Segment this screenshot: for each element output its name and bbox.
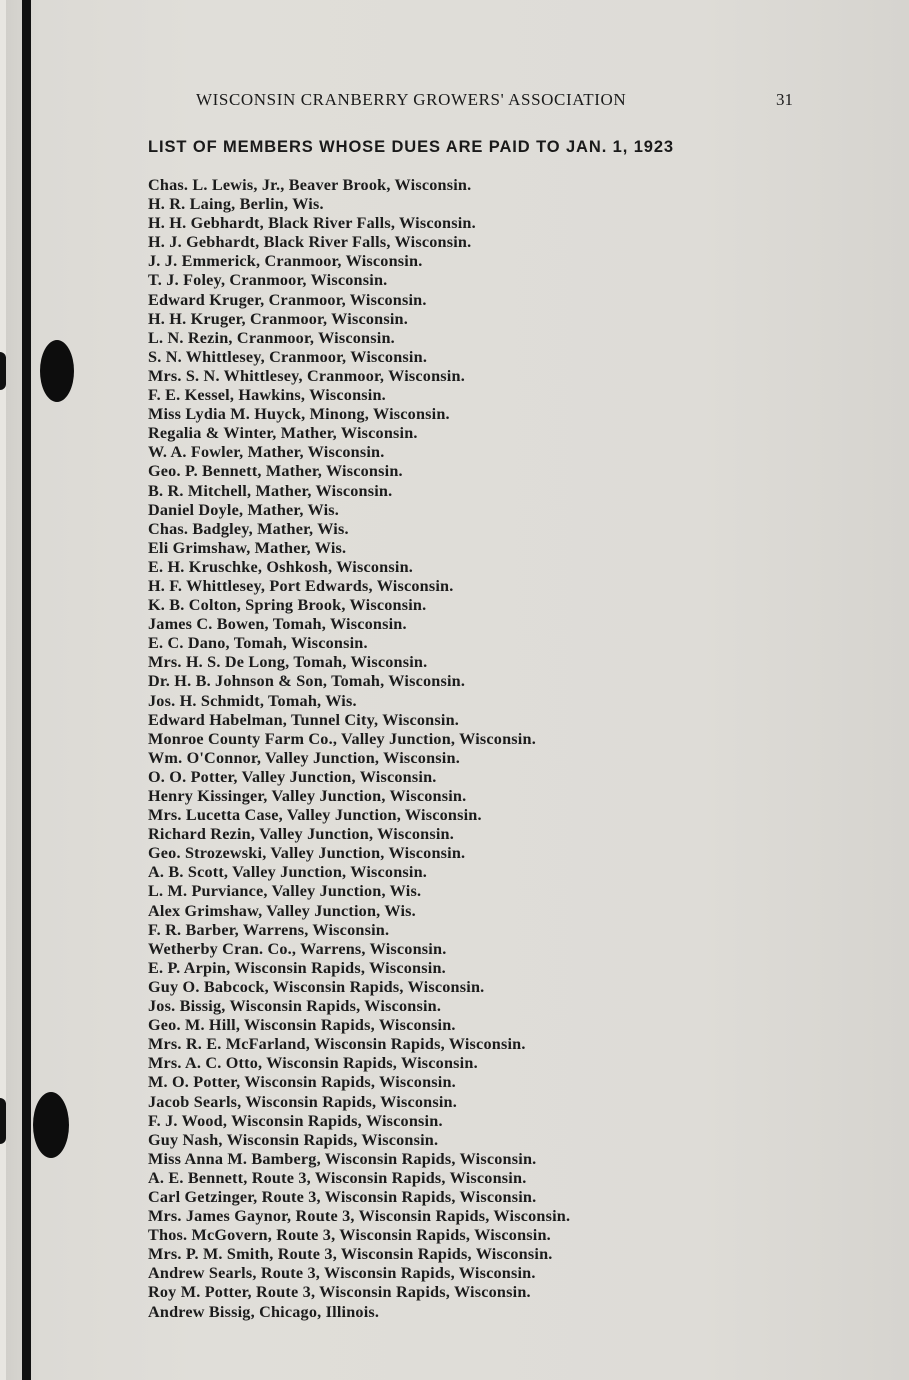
running-head: WISCONSIN CRANBERRY GROWERS' ASSOCIATION [196,90,627,109]
punch-hole-lower [33,1092,69,1158]
member-entry: Regalia & Winter, Mather, Wisconsin. [148,424,418,443]
member-entry: James C. Bowen, Tomah, Wisconsin. [148,615,407,634]
member-entry: Mrs. Lucetta Case, Valley Junction, Wisconsin. [148,806,482,825]
member-entry: Mrs. H. S. De Long, Tomah, Wisconsin. [148,653,428,672]
member-entry: B. R. Mitchell, Mather, Wisconsin. [148,481,393,500]
member-entry: Andrew Bissig, Chicago, Illinois. [148,1302,380,1321]
member-entry: Wetherby Cran. Co., Warrens, Wisconsin. [148,939,447,958]
member-entry: Mrs. P. M. Smith, Route 3, Wisconsin Rapids, Wisconsin. [148,1245,553,1264]
member-entry: Jacob Searls, Wisconsin Rapids, Wisconsin. [148,1092,458,1111]
member-entry: Alex Grimshaw, Valley Junction, Wis. [148,901,416,920]
member-entry: Eli Grimshaw, Mather, Wis. [148,538,347,557]
member-entry: A. B. Scott, Valley Junction, Wisconsin. [148,863,428,882]
member-entry: Chas. Badgley, Mather, Wis. [148,519,349,538]
member-entry: L. M. Purviance, Valley Junction, Wis. [148,882,422,901]
member-list [148,176,570,1322]
member-entry: W. A. Fowler, Mather, Wisconsin. [148,443,385,462]
member-entry: Daniel Doyle, Mather, Wis. [148,500,340,519]
member-entry: H. R. Laing, Berlin, Wis. [148,195,324,214]
member-entry: Monroe County Farm Co., Valley Junction, Wisconsin. [148,729,536,748]
member-entry: E. H. Kruschke, Oshkosh, Wisconsin. [148,557,414,576]
member-entry: F. E. Kessel, Hawkins, Wisconsin. [148,386,386,405]
binding-rule [22,0,31,1380]
member-entry: Edward Habelman, Tunnel City, Wisconsin. [148,710,460,729]
member-entry: H. H. Kruger, Cranmoor, Wisconsin. [148,309,408,328]
member-entry: Geo. P. Bennett, Mather, Wisconsin. [148,462,403,481]
member-entry: H. J. Gebhardt, Black River Falls, Wisconsin. [148,233,472,252]
member-entry: Henry Kissinger, Valley Junction, Wisconsin. [148,787,467,805]
member-entry: S. N. Whittlesey, Cranmoor, Wisconsin. [148,347,428,366]
member-entry: Geo. M. Hill, Wisconsin Rapids, Wisconsin. [148,1016,456,1035]
member-entry: Miss Lydia M. Huyck, Minong, Wisconsin. [148,405,450,424]
member-entry: Jos. H. Schmidt, Tomah, Wis. [148,691,357,710]
member-entry: M. O. Potter, Wisconsin Rapids, Wisconsin. [148,1073,456,1092]
member-entry: Mrs. R. E. McFarland, Wisconsin Rapids, Wisconsin. [148,1035,526,1054]
member-entry: Chas. L. Lewis, Jr., Beaver Brook, Wisconsin. [148,176,472,194]
punch-hole-edge-upper [0,352,6,390]
member-entry: Jos. Bissig, Wisconsin Rapids, Wisconsin. [148,997,442,1016]
member-entry: Wm. O'Connor, Valley Junction, Wisconsin. [148,748,460,767]
member-entry: Dr. H. B. Johnson & Son, Tomah, Wisconsin. [148,672,466,691]
member-entry: K. B. Colton, Spring Brook, Wisconsin. [148,596,427,615]
member-entry: Guy Nash, Wisconsin Rapids, Wisconsin. [148,1130,439,1149]
member-entry: O. O. Potter, Valley Junction, Wisconsin. [148,767,437,786]
member-entry: E. P. Arpin, Wisconsin Rapids, Wisconsin. [148,958,446,977]
punch-hole-upper [40,340,74,402]
member-entry: Roy M. Potter, Route 3, Wisconsin Rapids, Wisconsin. [148,1283,531,1302]
member-entry: J. J. Emmerick, Cranmoor, Wisconsin. [148,252,423,271]
member-entry: Richard Rezin, Valley Junction, Wisconsin. [148,825,454,844]
member-entry: Carl Getzinger, Route 3, Wisconsin Rapids, Wisconsin. [148,1187,537,1206]
member-entry: E. C. Dano, Tomah, Wisconsin. [148,634,368,653]
member-entry: Mrs. A. C. Otto, Wisconsin Rapids, Wisconsin. [148,1054,478,1073]
list-title: LIST OF MEMBERS WHOSE DUES ARE PAID TO JAN. 1, 1923 [148,138,675,156]
member-entry: A. E. Bennett, Route 3, Wisconsin Rapids, Wisconsin. [148,1168,527,1187]
member-entry: L. N. Rezin, Cranmoor, Wisconsin. [148,328,395,347]
member-entry: Mrs. S. N. Whittlesey, Cranmoor, Wisconsin. [148,366,465,385]
member-entry: Thos. McGovern, Route 3, Wisconsin Rapids, Wisconsin. [148,1226,551,1245]
member-entry: Andrew Searls, Route 3, Wisconsin Rapids, Wisconsin. [148,1264,536,1283]
member-entry: H. H. Gebhardt, Black River Falls, Wisconsin. [148,214,476,233]
member-entry: Mrs. James Gaynor, Route 3, Wisconsin Rapids, Wisconsin. [148,1207,571,1226]
binding-edge [0,0,6,1380]
member-entry: F. R. Barber, Warrens, Wisconsin. [148,920,390,939]
member-entry: Edward Kruger, Cranmoor, Wisconsin. [148,290,427,309]
punch-hole-edge-lower [0,1098,6,1144]
member-entry: F. J. Wood, Wisconsin Rapids, Wisconsin. [148,1111,443,1130]
member-entry: Geo. Strozewski, Valley Junction, Wisconsin. [148,844,466,863]
member-entry: H. F. Whittlesey, Port Edwards, Wisconsin. [148,576,454,595]
page-number: 31 [776,90,793,109]
member-entry: Guy O. Babcock, Wisconsin Rapids, Wisconsin. [148,977,485,996]
member-entry: Miss Anna M. Bamberg, Wisconsin Rapids, Wisconsin. [148,1149,537,1168]
member-entry: T. J. Foley, Cranmoor, Wisconsin. [148,271,388,290]
